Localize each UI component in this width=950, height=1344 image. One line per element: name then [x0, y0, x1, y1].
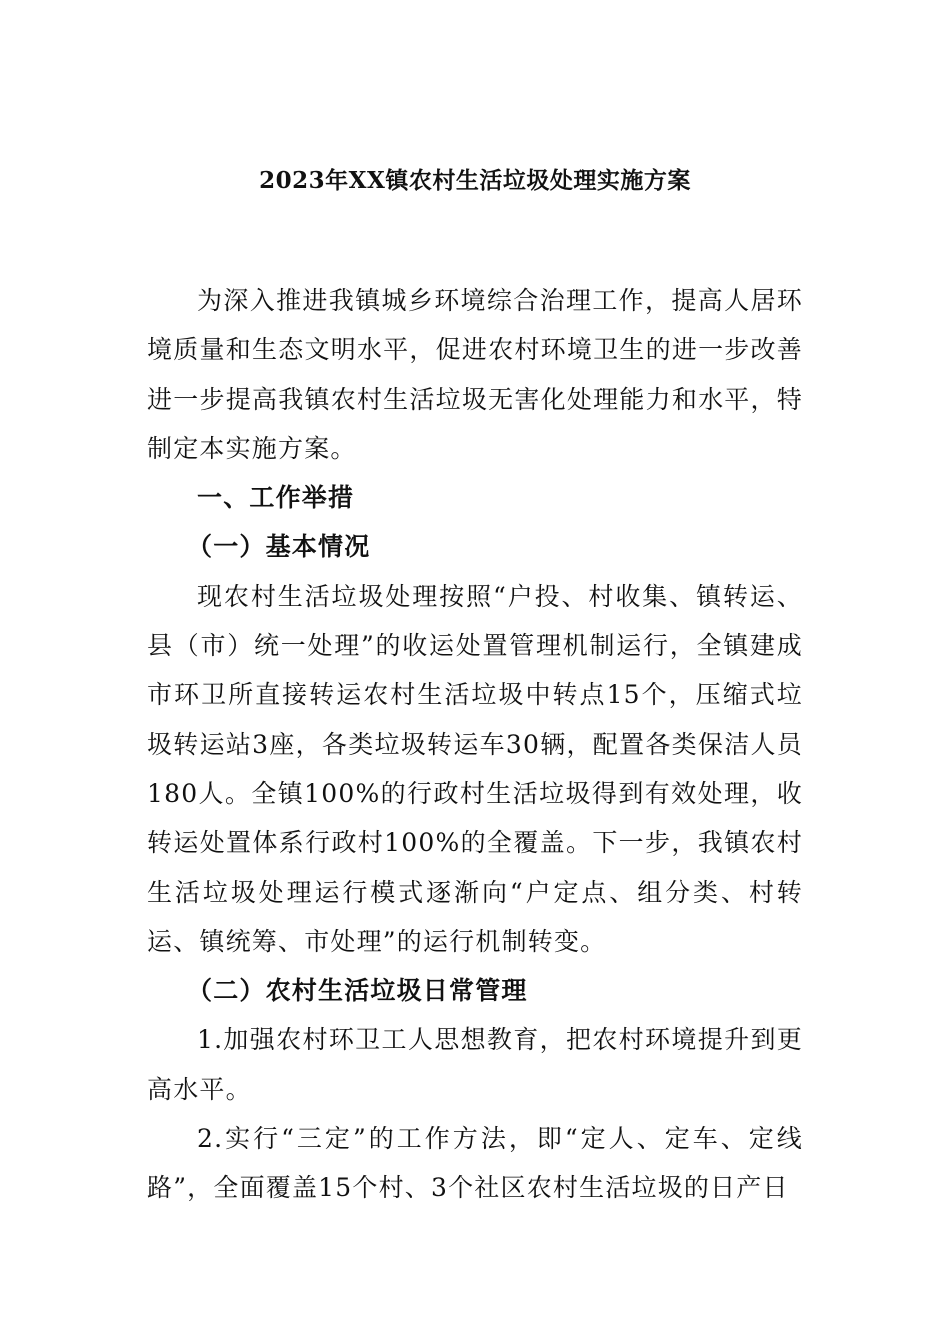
intro-paragraph: 为深入推进我镇城乡环境综合治理工作，提高人居环境质量和生态文明水平，促进农村环境卫生的进一步改善进一步提高我镇农村生活垃圾无害化处理能力和水平，特制定本实施方案。 [147, 286, 803, 463]
document-body [147, 276, 803, 1213]
subsection-heading-basic-situation: （一）基本情况 [187, 532, 371, 562]
list-item-2: 2.实行“三定”的工作方法，即“定人、定车、定线路”，全面覆盖15个村、3个社区农村生活垃圾的日产日 [147, 1124, 803, 1203]
section-heading-work-measures: 一、工作举措 [197, 483, 355, 513]
basic-situation-paragraph: 现农村生活垃圾处理按照“户投、村收集、镇转运、县（市）统一处理”的收运处置管理机制运行，全镇建成市环卫所直接转运农村生活垃圾中转点15个，压缩式垃圾转运站3座，各类垃圾转运车30辆，配置各类保洁人员180人。全镇100%的行政村生活垃圾得到有效处理，收转运处置体系行政村100%的全覆盖。下一步，我镇农村生活垃圾处理运行模式逐渐向“户定点、组分类、村转运、镇统筹、市处理”的运行机制转变。 [147, 581, 803, 956]
subsection-heading-daily-management: （二）农村生活垃圾日常管理 [187, 976, 528, 1006]
list-item-1: 1.加强农村环卫工人思想教育，把农村环境提升到更高水平。 [147, 1025, 803, 1104]
document-title: 2023年XX镇农村生活垃圾处理实施方案 [259, 167, 691, 194]
